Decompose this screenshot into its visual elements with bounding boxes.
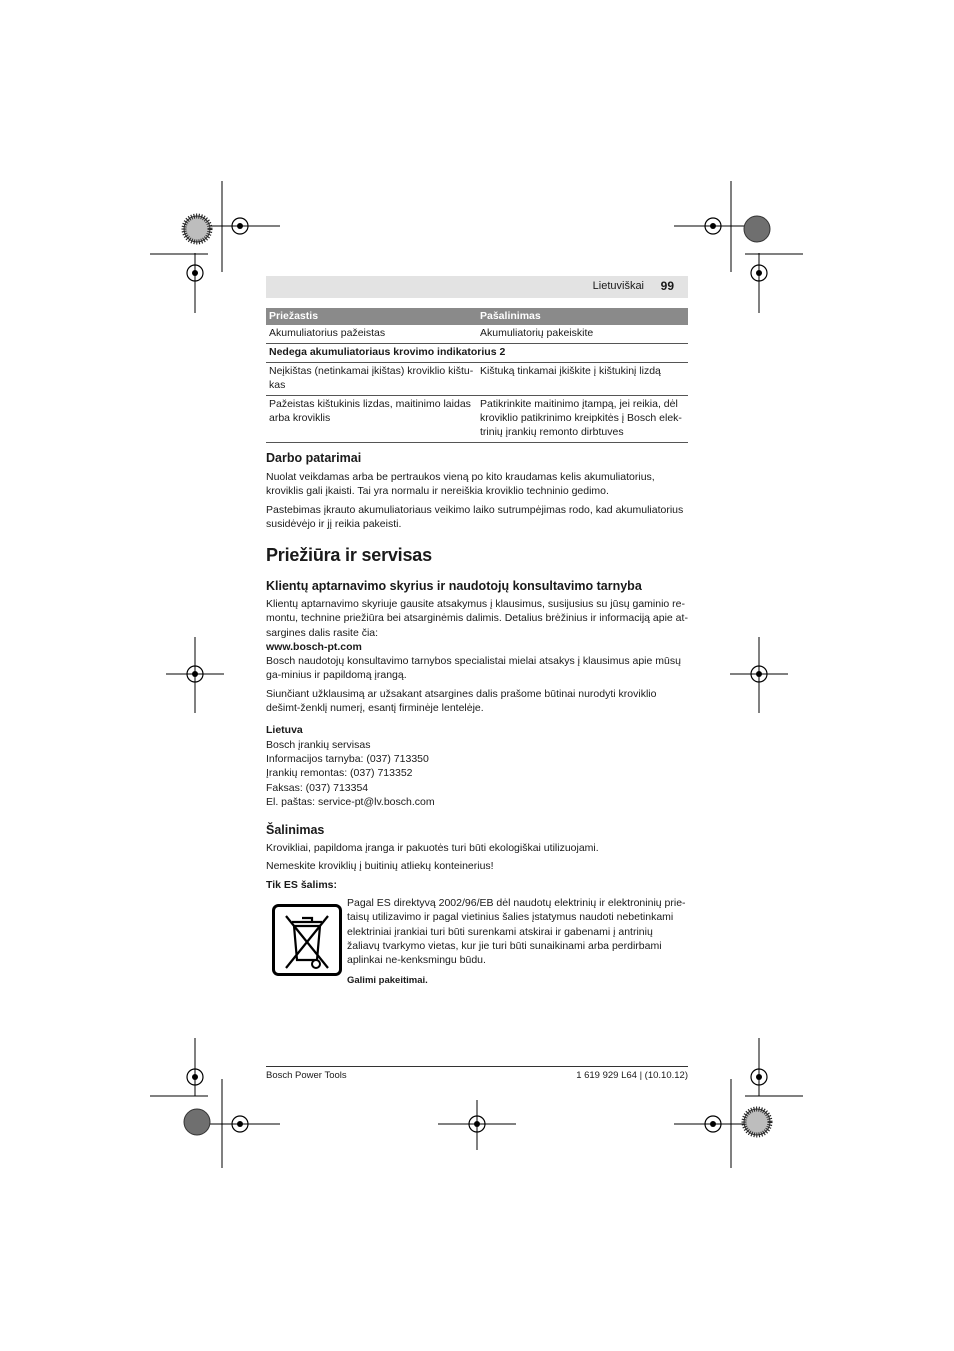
country-label: Lietuva xyxy=(266,724,303,737)
table-row xyxy=(266,396,688,443)
directive-block xyxy=(347,896,688,989)
page-header xyxy=(266,276,688,298)
work-tips-paragraph-2: Pastebimas įkrauto akumuliatoriaus veikimo laiko sutrumpėjimas rodo, kad akumuliatorius susidėvėjo ir jį reikia pakeisti. xyxy=(266,503,684,530)
page-footer xyxy=(266,1066,688,1081)
disposal-paragraph-1: Krovikliai, papildoma įranga ir pakuotės turi būti ekologiškai utilizuojami. xyxy=(266,842,599,854)
maintenance-section xyxy=(266,545,688,809)
work-tips-title: Darbo patarimai xyxy=(266,451,362,465)
header-language: Lietuviškai xyxy=(592,280,644,292)
contact-line: Įrankių remontas: (037) 713352 xyxy=(266,767,413,780)
directive-text: Pagal ES direktyvą 2002/96/EB dėl naudotų elektrinių ir elektroninių prie-taisų utilizavimo ir pagal vietinius šalies įstatymus naudoti nebetinkami elektriniai įrankiai turi būti surenkami atskirai ir gabenami į antrinių žaliavų tvarkymo vietas, kur jie turi būti sunaikinami arba perdirbami aplinkai ne-kenksmingu būdu. xyxy=(347,897,686,967)
work-tips-paragraph-1: Nuolat veikdamas arba be pertraukos vieną po kito kraudamas kelis akumuliatorius, kroviklis gali įkaisti. Tai yra normalu ir nereiškia kroviklio techninio gedimo. xyxy=(266,471,655,498)
disposal-title: Šalinimas xyxy=(266,823,325,837)
contact-line: Informacijos tarnyba: (037) 713350 xyxy=(266,752,429,765)
table-section-row xyxy=(266,344,688,363)
eu-only-label: Tik ES šalims: xyxy=(266,878,338,891)
customer-service-subtitle: Klientų aptarnavimo skyrius ir naudotojų konsultavimo tarnyba xyxy=(266,579,642,593)
troubleshooting-table xyxy=(266,308,688,443)
contact-line: Faksas: (037) 713354 xyxy=(266,781,369,794)
customer-service-paragraph-2: Bosch naudotojų konsultavimo tarnybos specialistai mielai atsakys į klausimus apie mūsų ga-minius ir papildomą įrangą. xyxy=(266,655,681,682)
column-header-remedy: Pašalinimas xyxy=(477,308,688,325)
cause-cell: Pažeistas kištukinis lizdas, maitinimo laidas arba kroviklis xyxy=(266,396,477,443)
remedy-cell: Patikrinkite maitinimo įtampą, jei reikia, dėl kroviklio patikrinimo kreipkitės į Bosch elek-trinių įrankių remonto dirbtuves xyxy=(477,396,688,443)
disposal-section xyxy=(266,823,688,892)
table-row xyxy=(266,363,688,396)
footer-doc-code: 1 619 929 L64 | (10.10.12) xyxy=(576,1070,688,1081)
cause-cell: Neįkištas (netinkamai įkištas) kroviklio kištu-kas xyxy=(266,363,477,396)
customer-service-paragraph-3: Siunčiant užklausimą ar užsakant atsargines dalis prašome būtinai nurodyti kroviklio dešimt-ženklį numerį, esantį firminėje lentelėje. xyxy=(266,687,657,715)
contact-line: Bosch įrankių servisas xyxy=(266,738,371,751)
contact-email: El. paštas: service-pt@lv.bosch.com xyxy=(266,795,435,808)
crossed-out-wheelie-bin-icon xyxy=(272,904,342,976)
table-row xyxy=(266,325,688,344)
contact-list xyxy=(266,738,688,809)
customer-service-paragraph-1: Klientų aptarnavimo skyriuje gausite atsakymus į klausimus, susijusius su jūsų gaminio re-montu, technine priežiūra bei atsarginėmis dalimis. Detalius brėžinius ir informaciją apie at-sargines dalis rasite čia: xyxy=(266,598,688,639)
maintenance-title: Priežiūra ir servisas xyxy=(266,545,432,565)
remedy-cell: Kištuką tinkamai įkiškite į kištukinį lizdą xyxy=(477,363,688,396)
section-cell: Nedega akumuliatoriaus krovimo indikatorius 2 xyxy=(266,344,688,363)
changes-note: Galimi pakeitimai. xyxy=(347,975,428,987)
work-tips-section xyxy=(266,451,688,531)
cause-cell: Akumuliatorius pažeistas xyxy=(266,325,477,344)
website-link[interactable]: www.bosch-pt.com xyxy=(266,640,362,653)
page-number: 99 xyxy=(660,279,674,293)
table-header-row xyxy=(266,308,688,325)
remedy-cell: Akumuliatorių pakeiskite xyxy=(477,325,688,344)
footer-brand: Bosch Power Tools xyxy=(266,1070,347,1081)
column-header-cause: Priežastis xyxy=(266,308,477,325)
disposal-paragraph-2: Nemeskite kroviklių į buitinių atliekų konteinerius! xyxy=(266,860,494,873)
